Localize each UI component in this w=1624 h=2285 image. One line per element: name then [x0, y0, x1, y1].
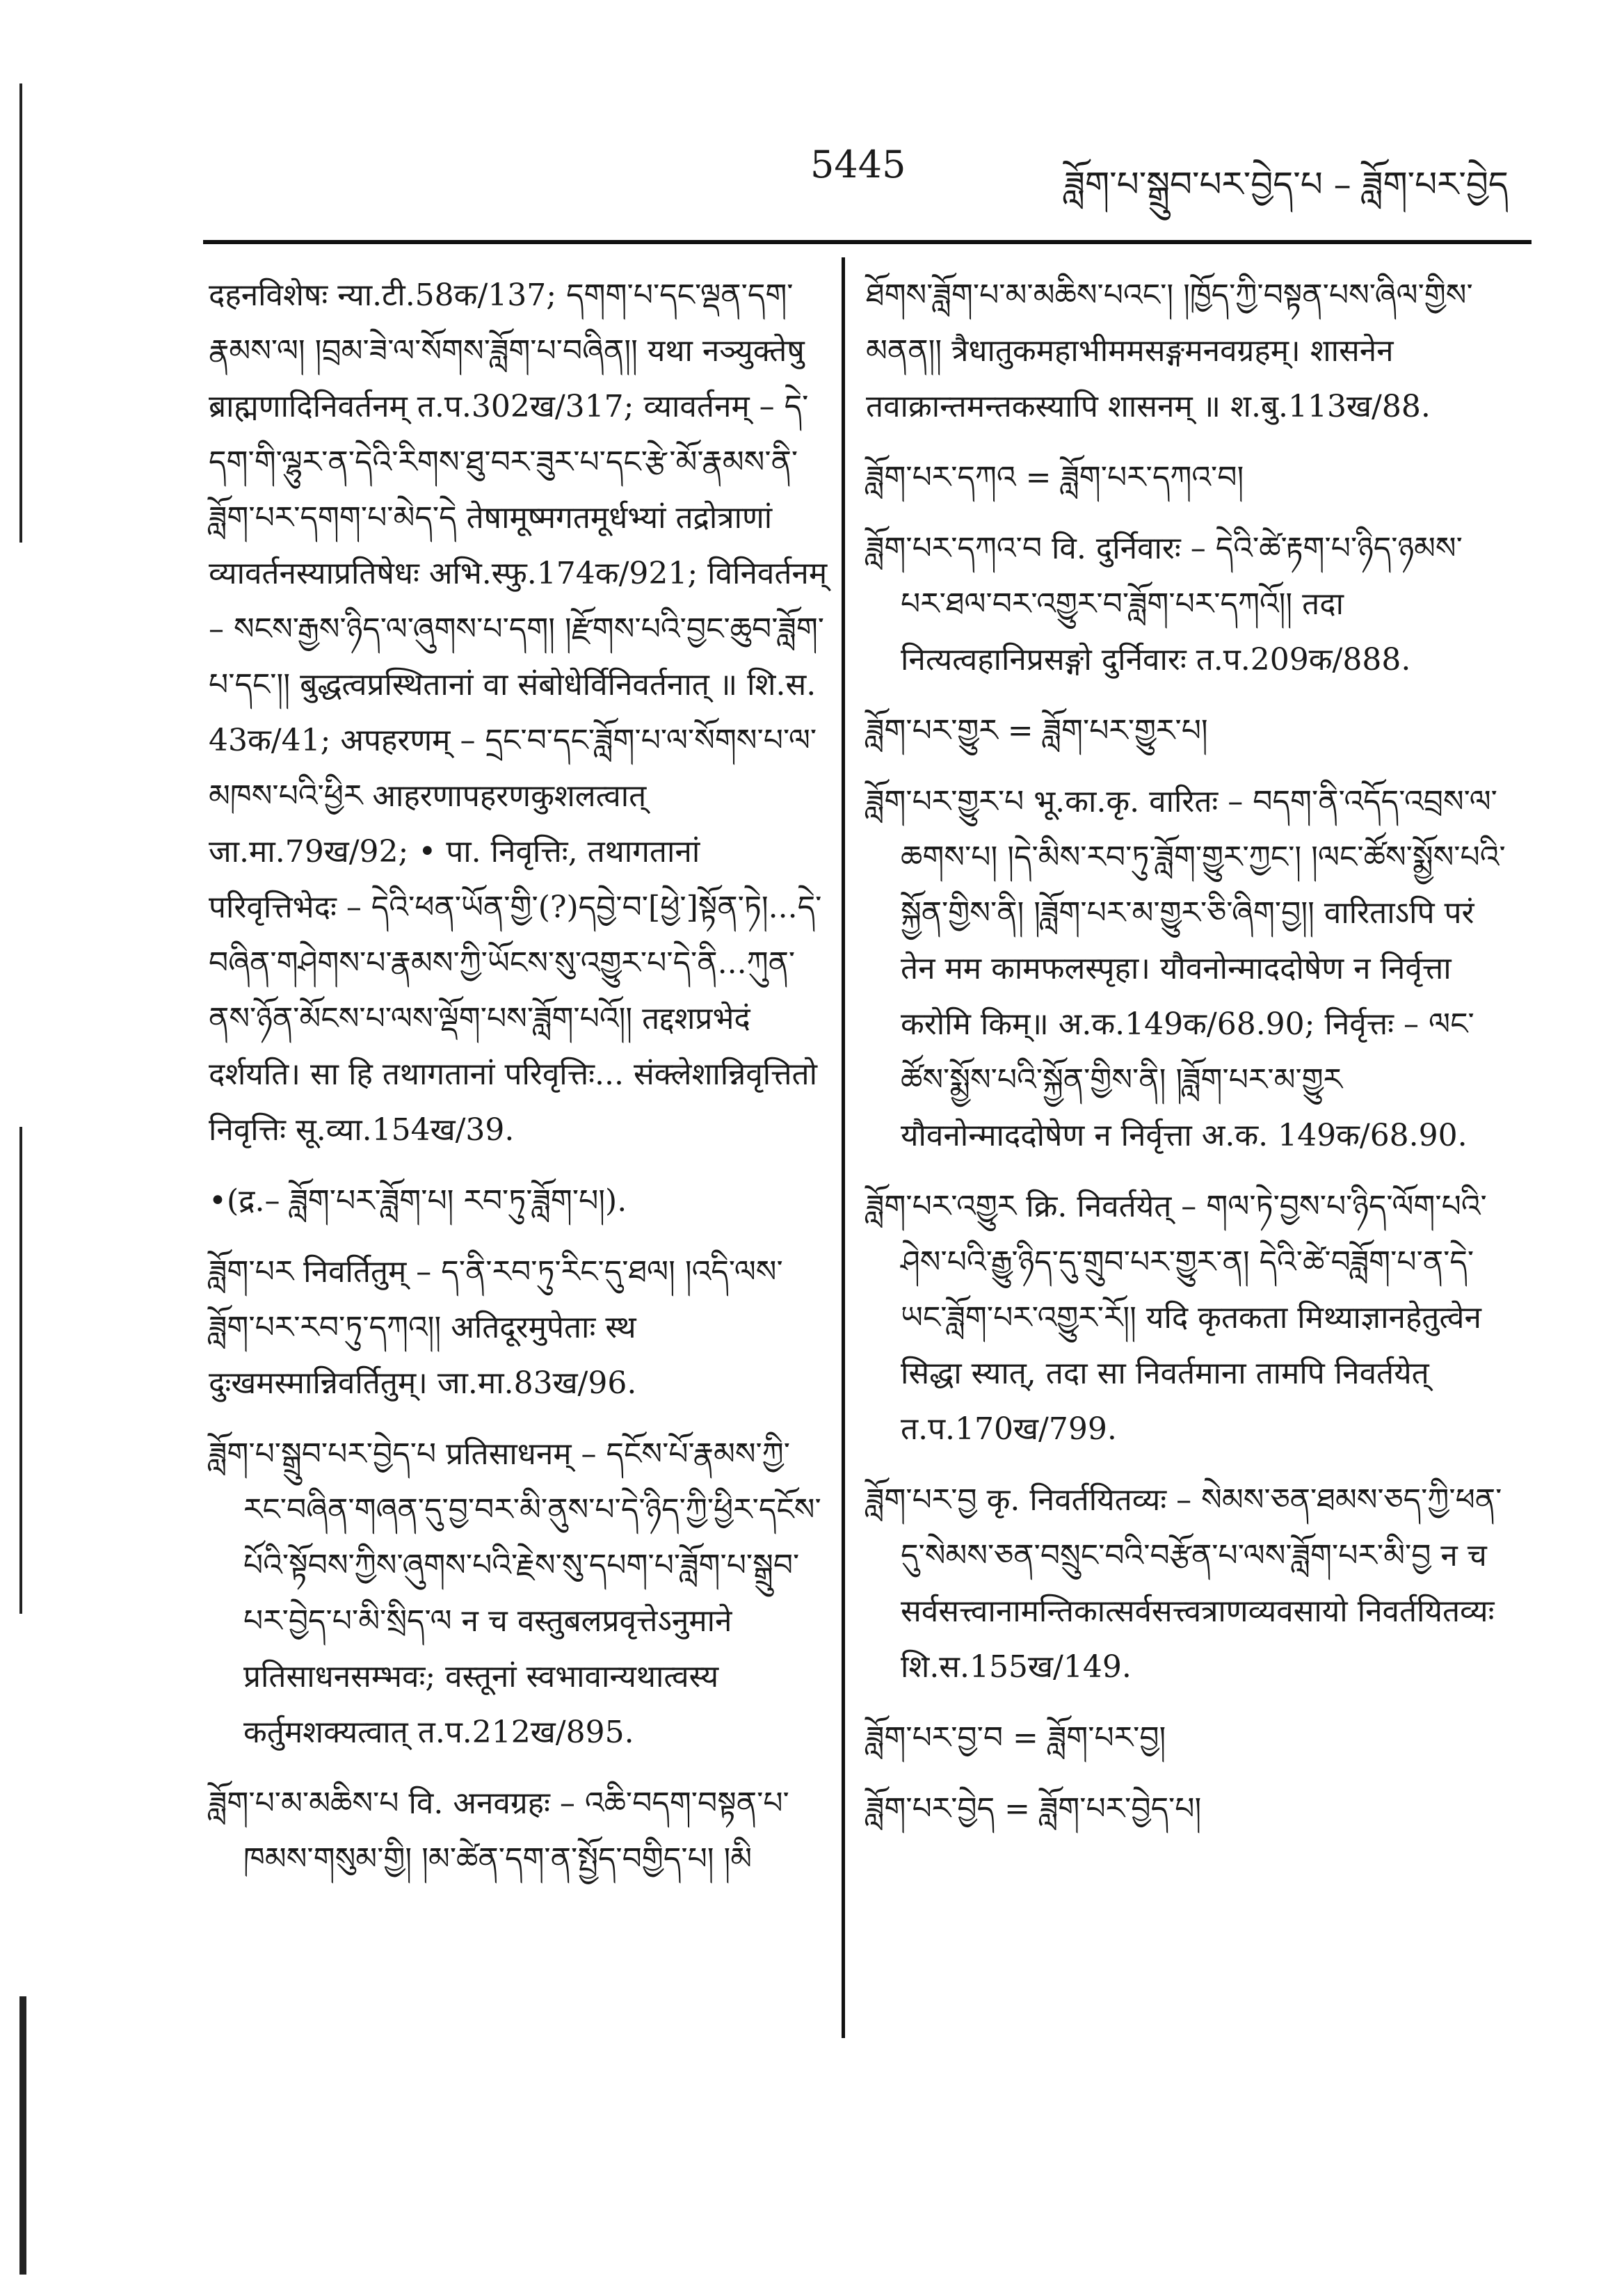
entry-zlog-par-bya-ba: ཟློག་པར་བྱ་བ = ཟློག་པར་བྱ།: [866, 1720, 1166, 1756]
entry-zlog-par-dka-ba: ཟློག་པར་དཀའ་བ वि. दुर्निवारः – དེའི་ཚེ་རྟག་པ་ཉིད་ཉམས་པར་ཐལ་བར་འགྱུར་བ་ཟློག་པར་དཀའོ།། तदा नित्यत्वहानिप्रसङ्गो दुर्निवारः त.प.209क/888.: [866, 531, 1463, 678]
entry-zlog-par-gyur: ཟློག་པར་གྱུར = ཟློག་པར་གྱུར་པ།: [866, 713, 1208, 748]
column-divider: [842, 257, 845, 2038]
header-rule: [203, 240, 1531, 244]
margin-mark-top: [19, 83, 22, 543]
cross-reference: •(द्र.– ཟློག་པར་ཟློག་པ། རབ་ཏུ་ཟློག་པ།).: [209, 1183, 627, 1219]
entry-zlog-par: ཟློག་པར निवर्तितुम् – ད་ནི་རབ་ཏུ་རིང་དུ་ཐལ། །འདི་ལས་ཟློག་པར་རབ་ཏུ་དཀའ།། अतिदूरमुपेताः स्थ दुःखमस्मान्निवर्तितुम्। जा.मा.83ख/96.: [209, 1254, 783, 1401]
entry-zlog-par-gyur-pa: ཟློག་པར་གྱུར་པ भू.का.कृ. वारितः – བདག་ནི་འདོད་འབྲས་ལ་ཆགས་པ། །དེ་མིས་རབ་ཏུ་ཟློག་གྱུར་ཀྱང་། །ལང་ཚོས་སྨྱོས་པའི་སྐྱོན་གྱིས་ནི། །ཟློག་པར་མ་གྱུར་ཅི་ཞིག་བྱ།། वारिताऽपि परं तेन मम कामफलस्पृहा। यौवनोन्माददोषेण न निर्वृत्ता करोमि किम्॥ अ.क.149क/68.90; निर्वृत्तः – ལང་ཚོས་སྨྱོས་པའི་སྐྱོན་གྱིས་ནི། །ཟློག་པར་མ་གྱུར यौवनोन्माददोषेण न निर्वृत्ता अ.क. 149क/68.90.: [866, 784, 1506, 1153]
entry-continuation: दहनविशेषः न्या.टी.58क/137; དགག་པ་དང་ལྡན་དག་རྣམས་ལ། །བྲམ་ཟེ་ལ་སོགས་ཟློག་པ་བཞིན།། यथा नञ्युक्तेषु ब्राह्मणादिनिवर्तनम् त.प.302ख/317; व्यावर्तनम् – དེ་དག་གི་ལྷུར་ན་དེའི་རིགས་ཐུ་བར་ཟུར་པ་དང་རྩེ་མོ་རྣམས་ནི་ཟློག་པར་དགག་པ་མེད་དེ तेषामूष्मगतमूर्धभ्यां तद्रोत्राणां व्यावर्तनस्याप्रतिषेधः अभि.स्फु.174क/921; विनिवर्तनम् – སངས་རྒྱས་ཉིད་ལ་ཞུགས་པ་དག། །རྫོགས་པའི་བྱང་ཆུབ་ཟློག་པ་དང་།། बुद्धत्वप्रस्थितानां वा संबोधेर्विनिवर्तनात् ॥ शि.स. 43क/41; अपहरणम् – དྲང་བ་དང་ཟློག་པ་ལ་སོགས་པ་ལ་མཁས་པའི་ཕྱིར आहरणापहरणकुशलत्वात् जा.मा.79ख/92; • पा. निवृत्तिः, तथागतानां परिवृत्तिभेदः – དེའི་ཕན་ཡོན་གྱི་(?)དབྱེ་བ་[ཕྱེ་]སྟོན་ཏེ།...དེ་བཞིན་གཤེགས་པ་རྣམས་ཀྱི་ཡོངས་སུ་འགྱུར་པ་དེ་ནི...ཀུན་ནས་ཉོན་མོངས་པ་ལས་ལྡོག་པས་ཟློག་པའོ།། तद्दशप्रभेदं दर्शयति। सा हि तथागतानां परिवृत्तिः... संक्लेशान्निवृत्तितो निवृत्तिः सू.व्या.154ख/39.: [209, 278, 828, 1148]
entry-zlog-par-byed: ཟློག་པར་བྱེད = ཟློག་པར་བྱེད་པ།: [866, 1791, 1202, 1827]
entry-zlog-pa-sgrub-par-byed-pa: ཟློག་པ་སྒྲུབ་པར་བྱེད་པ प्रतिसाधनम् – དངོས་པོ་རྣམས་ཀྱི་རང་བཞིན་གཞན་དུ་བྱ་བར་མི་ནུས་པ་དེ་ཉིད་ཀྱི་ཕྱིར་དངོས་པོའི་སྟོབས་ཀྱིས་ཞུགས་པའི་རྗེས་སུ་དཔག་པ་ཟློག་པ་སྒྲུབ་པར་བྱེད་པ་མི་སྲིད་ལ न च वस्तुबलप्रवृत्तेऽनुमाने प्रतिसाधनसम्भवः; वस्तूनां स्वभावान्यथात्वस्य कर्तुमशक्यत्वात् त.प.212ख/895.: [209, 1436, 821, 1750]
entry-zlog-par-gyur-verb: ཟློག་པར་འགྱུར क्रि. निवर्तयेत् – གལ་ཏེ་བྱས་པ་ཉིད་ལོག་པའི་ཤེས་པའི་རྒྱུ་ཉིད་དུ་གྲུབ་པར་གྱུར་ན། དེའི་ཚེ་བཟློག་པ་ན་དེ་ཡང་ཟློག་པར་འགྱུར་རོ།། यदि कृतकता मिथ्याज्ञानहेतुत्वेन सिद्धा स्यात्, तदा सा निवर्तमाना तामपि निवर्तयेत् त.प.170ख/799.: [866, 1189, 1487, 1447]
left-column: [209, 268, 828, 1902]
entry-zlog-pa-ma-mchis-pa: ཟློག་པ་མ་མཆིས་པ वि. अनवग्रहः – འཆི་བདག་བསྟན་པ་ཁམས་གསུམ་གྱི། །མ་ཚེན་དག་ན་སྤྱོད་བགྱིད་པ། །མི: [209, 1786, 789, 1877]
entry-zlog-par-dka: ཟློག་པར་དཀའ = ཟློག་པར་དཀའ་བ།: [866, 460, 1244, 495]
running-head: ཟློག་པ་སྒྲུབ་པར་བྱེད་པ – ཟློག་པར་བྱེད: [1064, 164, 1509, 205]
margin-mark-middle: [19, 1127, 22, 1614]
page-number: 5445: [810, 143, 906, 186]
right-column: [866, 268, 1506, 1852]
entry-zlog-par-bya: ཟློག་པར་བྱ कृ. निवर्तयितव्यः – སེམས་ཅན་ཐམས་ཅད་ཀྱི་ཕན་དུ་སེམས་ཅན་བསྲུང་བའི་བརྩོན་པ་ལས་ཟློག་པར་མི་བྱ न च सर्वसत्त्वानामन्तिकात्सर्वसत्त्वत्राणव्यवसायो निवर्तयितव्यः शि.स.155ख/149.: [866, 1482, 1502, 1685]
margin-mark-bottom: [19, 1996, 26, 2275]
entry-continuation-right: ཐོགས་ཟློག་པ་མ་མཆིས་པའང་། །ཁྱོད་ཀྱི་བསྟན་པས་ཞིལ་གྱིས་མནན།། त्रैधातुकमहाभीममसङ्गमनवग्रहम्। शासनेन तवाक्रान्तमन्तकस्यापि शासनम् ॥ श.बु.113ख/88.: [866, 278, 1473, 424]
